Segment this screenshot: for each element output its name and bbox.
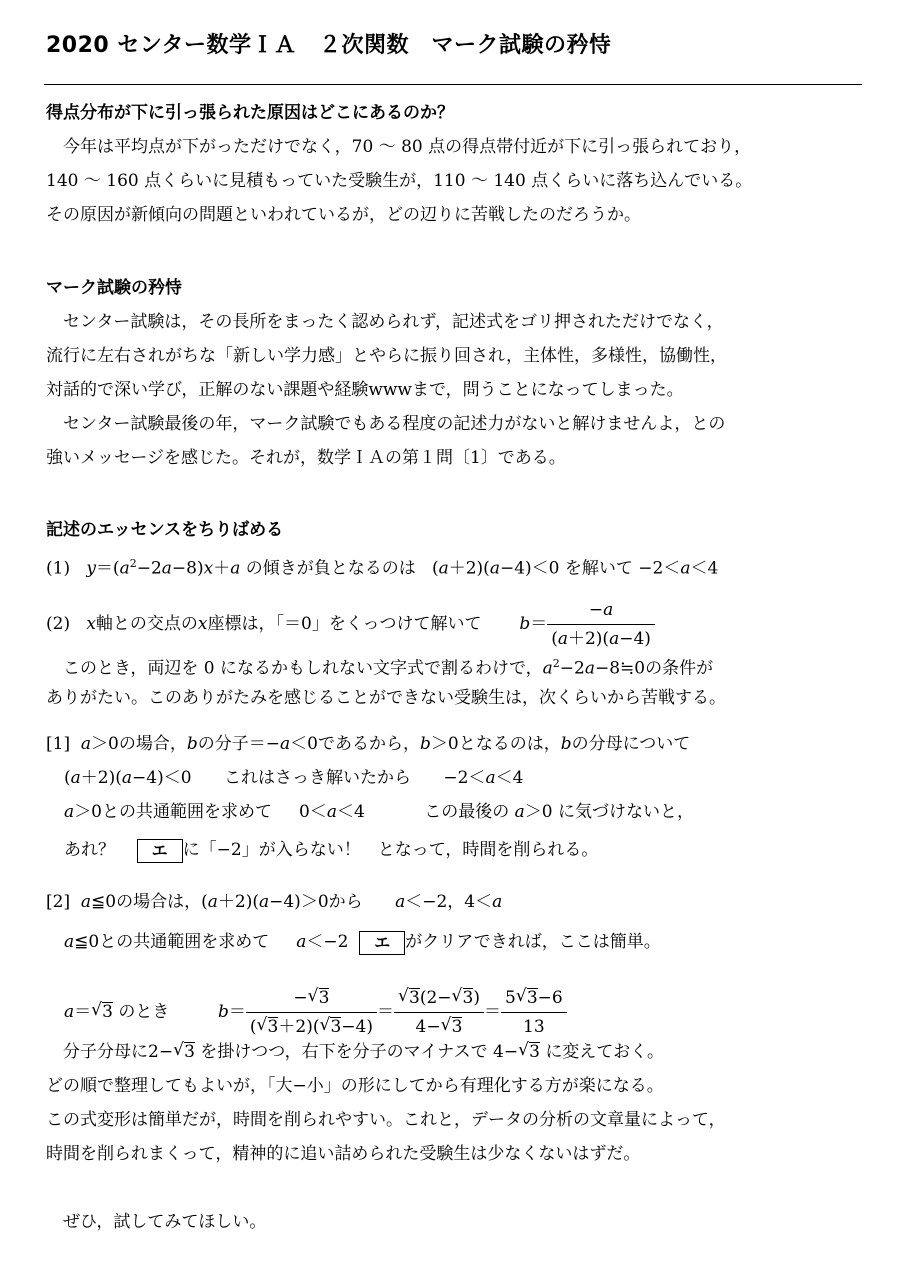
item-1: (1) $y=(a^2-2a-8)x+a$ の傾きが負となるのは (a＋2)(a−4)＜0 を解いて −2＜a＜4: [46, 557, 719, 579]
section1-line-1: 今年は平均点が下がっただけでなく，70 ～ 80 点の得点帯付近が下に引っ張られており，: [46, 137, 752, 157]
case1-line-2: (a＋2)(a−4)＜0 これはさっき解いたから −2＜a＜4: [64, 768, 524, 788]
case2-line-3: a＝ √ 3 のとき b＝ − √ 3 ( √ 3＋2)( √ 3−4) ＝ √ 3(2− √ 3) 4− √ 3 ＝ 5 √ 3−6 13: [64, 986, 567, 1039]
item-1-text-b: を解いて: [564, 558, 633, 579]
section1-heading: 得点分布が下に引っ張られた原因はどこにあるのか？: [46, 103, 454, 123]
case2-line-1: [2] a≦0の場合は，(a＋2)(a−4)＞0から a＜−2，4＜a: [46, 892, 503, 912]
item-1-text-a: の傾きが負となるのは: [245, 558, 416, 579]
section2-line-1: センター試験は，その長所をまったく認められず，記述式をゴリ押されただけでなく，: [46, 312, 724, 332]
b-fraction: $\frac{-a}{(a+2)(a-4)}$: [547, 598, 655, 651]
para1-line-1: このとき，両辺を 0 になるかもしれない文字式で割るわけで，$a^2-2a-8≒0$の条件が: [46, 657, 714, 679]
section2-line-4: センター試験最後の年，マーク試験でもある程度の記述力がないと解けませんよ，との: [46, 414, 726, 434]
para2-line-3: この式変形は簡単だが，時間を削られやすい。これと，データの分析の文章量によって，: [46, 1110, 726, 1130]
section2-line-2: 流行に左右されがちな「新しい学力感」とやらに振り回され，主体性，多様性，協働性，: [46, 346, 728, 366]
section2-body: [46, 305, 727, 475]
item-1-number: (1): [46, 558, 71, 579]
section1-body: [46, 130, 752, 232]
answer-box-e: エ: [137, 839, 183, 863]
item-1-formula: y: [86, 558, 96, 579]
section2-line-3: 対話的で深い学び，正解のない課題や経験wwwまで，問うことになってしまった。: [46, 380, 684, 400]
section3-heading: 記述のエッセンスをちりばめる: [46, 520, 284, 540]
section1-line-3: その原因が新傾向の問題といわれているが，どの辺りに苦戦したのだろうか。: [46, 205, 641, 225]
answer-box-e-2: エ: [359, 931, 405, 955]
b-eval-fraction-2: √ 3(2− √ 3) 4− √ 3: [394, 986, 484, 1039]
item-2-number: (2): [46, 614, 71, 634]
case1-line-1: [1] a＞0の場合，bの分子＝−a＜0であるから，b＞0となるのは，bの分母について: [46, 734, 691, 754]
b-eval-fraction-3: 5 √ 3−6 13: [501, 986, 567, 1039]
para2-line-1: 分子分母に2− √ 3 を掛けつつ，右下を分子のマイナスで 4− √ 3 に変えておく。: [46, 1040, 664, 1062]
case1-line-4: あれ？ エ に「−2」が入らない！ となって，時間を削られる。: [64, 838, 598, 863]
para1-line-2: ありがたい。このありがたみを感じることができない受験生は，次くらいから苦戦する。: [46, 688, 726, 708]
item-2-text-a: 軸との交点の: [95, 614, 198, 634]
para2-body: [46, 1069, 726, 1171]
title-divider: [44, 84, 862, 85]
item-2: (2) x軸との交点のx座標は，「＝0」をくっつけて解いて b＝ $\frac{-a}{(a+2)(a-4)}$: [46, 598, 655, 651]
item-2-text-b: 座標は，「＝0」をくっつけて解いて: [207, 614, 482, 634]
closing-line: ぜひ，試してみてほしい。: [46, 1212, 267, 1232]
case2-line-2: a≦0との共通範囲を求めて a＜−2 エ がクリアできれば，ここは簡単。: [64, 930, 661, 955]
b-eval-fraction-1: − √ 3 ( √ 3＋2)( √ 3−4): [246, 986, 377, 1039]
section1-line-2: 140 ～ 160 点くらいに見積もっていた受験生が，110 ～ 140 点くらいに落ち込んでいる。: [46, 171, 753, 191]
section2-heading: マーク試験の矜恃: [46, 278, 182, 298]
page-title: 2020 センター数学ＩＡ ２次関数 マーク試験の矜恃: [46, 33, 612, 58]
para2-line-2: どの順で整理してもよいが，「大−小」の形にしてから有理化する方が楽になる。: [46, 1076, 664, 1096]
para2-line-4: 時間を削られまくって，精神的に追い詰められた受験生は少なくないはずだ。: [46, 1144, 641, 1164]
section2-line-5: 強いメッセージを感じた。それが，数学ＩＡの第１問〔1〕である。: [46, 448, 566, 468]
case1-line-3: a＞0との共通範囲を求めて 0＜a＜4 この最後の a＞0 に気づけないと，: [64, 802, 694, 822]
